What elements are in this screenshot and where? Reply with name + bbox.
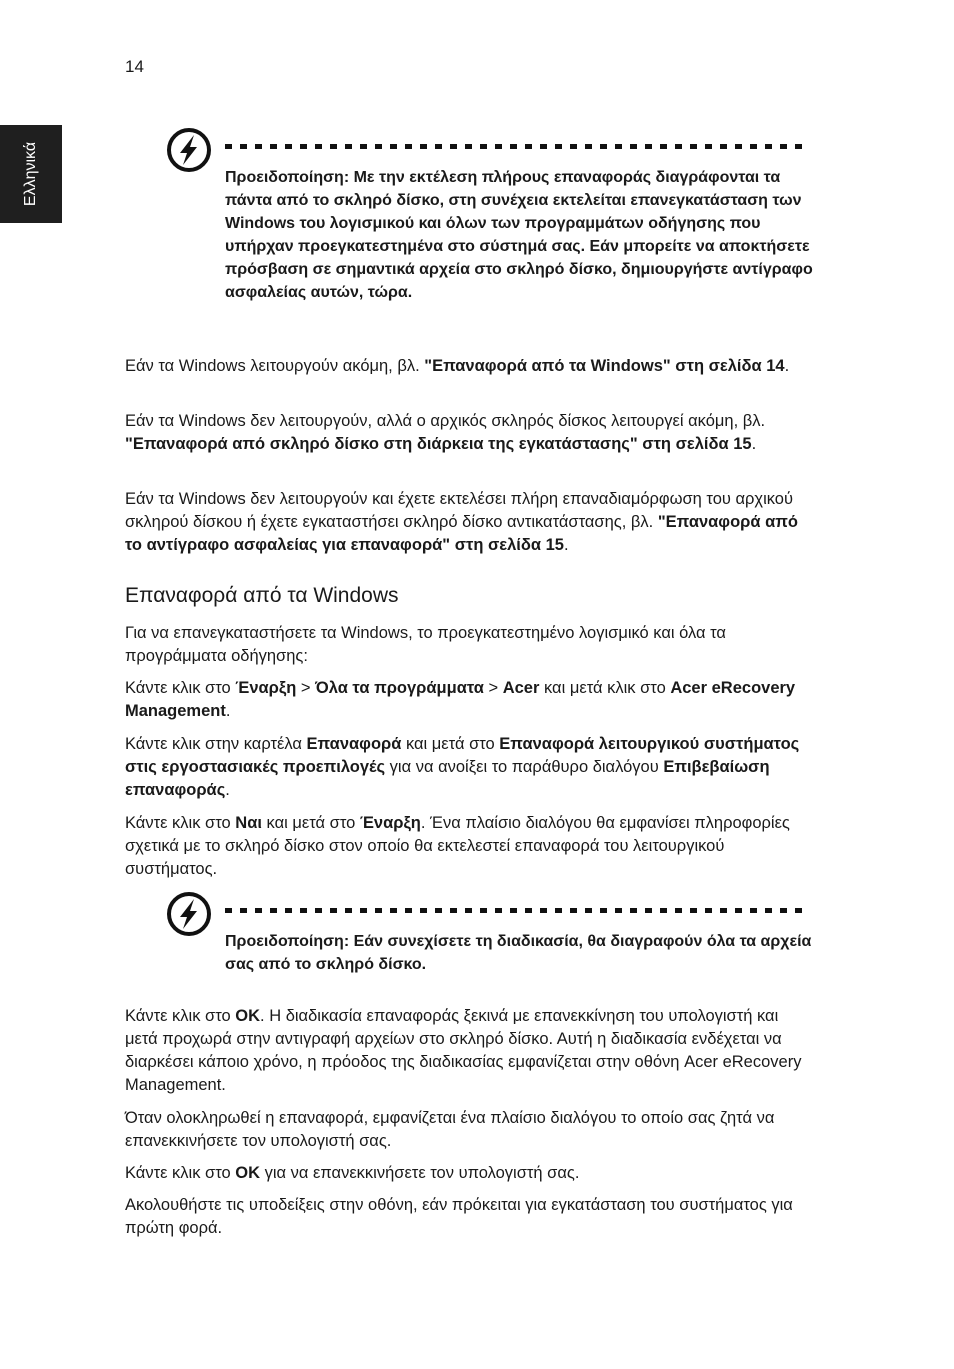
paragraph-8: Κάντε κλικ στο OK. Η διαδικασία επαναφοράς ξεκινά με επανεκκίνηση του υπολογιστή και μετά προχωρά στην αντιγραφή αρχείων στο σκληρό δίσκο. Αυτή η διαδικασία ενδέχεται να διαρκέσει κάποιο χρόνο, η πρόοδος της διαδικασίας εμφανίζεται στην οθόνη Acer eRecovery Management. xyxy=(125,1007,802,1094)
paragraph-4: Για να επανεγκαταστήσετε τα Windows, το προεγκατεστημένο λογισμικό και όλα τα προγράμματα οδήγησης: xyxy=(125,624,726,665)
warning-text-1: Προειδοποίηση: Με την εκτέλεση πλήρους επαναφοράς διαγράφονται τα πάντα από το σκληρό δίσκο, στη συνέχεια εκτελείται επανεγκατάσταση των Windows του λογισμικού και όλων των προγραμμάτων οδήγησης που υπήρχαν προεγκατεστημένα στο σύστημά σας. Εάν μπορείτε να αποκτήσετε πρόσβαση σε σημαντικά αρχεία στο σκληρό δίσκο, δημιουργήστε αντίγραφο ασφαλείας αυτών, τώρα. xyxy=(225,169,813,301)
cross-reference-link[interactable]: "Επαναφορά από το αντίγραφο ασφαλείας για επαναφορά" στη σελίδα 15 xyxy=(125,513,798,554)
warning-box-2 xyxy=(165,890,815,990)
dotted-rule xyxy=(225,908,809,913)
warning-lightning-icon xyxy=(165,126,213,174)
cross-reference-link[interactable]: "Επαναφορά από τα Windows" στη σελίδα 14 xyxy=(424,357,785,375)
dotted-rule xyxy=(225,144,809,149)
paragraph-5: Κάντε κλικ στο Έναρξη > Όλα τα προγράμματα > Acer και μετά κλικ στο Acer eRecovery Management. xyxy=(125,679,796,720)
warning-lightning-icon xyxy=(165,890,213,938)
paragraph-2: Εάν τα Windows δεν λειτουργούν, αλλά ο αρχικός σκληρός δίσκος λειτουργεί ακόμη, βλ. "Επαναφορά από σκληρό δίσκο στη διάρκεια της εγκατάστασης" στη σελίδα 15. xyxy=(125,412,766,453)
paragraph-3: Εάν τα Windows δεν λειτουργούν και έχετε εκτελέσει πλήρη επαναδιαμόρφωση του αρχικού σκληρού δίσκου ή έχετε εγκαταστήσει σκληρό δίσκο αντικατάστασης, βλ. "Επαναφορά από το αντίγραφο ασφαλείας για επαναφορά" στη σελίδα 15. xyxy=(125,490,798,554)
language-tab xyxy=(0,125,62,223)
warning-text-2: Προειδοποίηση: Εάν συνεχίσετε τη διαδικασία, θα διαγραφούν όλα τα αρχεία σας από το σκληρό δίσκο. xyxy=(225,933,812,973)
paragraph-10: Κάντε κλικ στο OK για να επανεκκινήσετε τον υπολογιστή σας. xyxy=(125,1164,580,1182)
paragraph-1: Εάν τα Windows λειτουργούν ακόμη, βλ. "Επαναφορά από τα Windows" στη σελίδα 14. xyxy=(125,357,790,375)
page-number: 14 xyxy=(125,57,144,76)
section-heading: Επαναφορά από τα Windows xyxy=(125,584,399,607)
paragraph-6: Κάντε κλικ στην καρτέλα Επαναφορά και μετά στο Επαναφορά λειτουργικού συστήματος στις εργοστασιακές προεπιλογές για να ανοίξει το παράθυρο διαλόγου Επιβεβαίωση επαναφοράς. xyxy=(125,735,800,799)
paragraph-9: Όταν ολοκληρωθεί η επαναφορά, εμφανίζεται ένα πλαίσιο διαλόγου το οποίο σας ζητά να επανεκκινήσετε τον υπολογιστή σας. xyxy=(125,1109,775,1150)
warning-box-1 xyxy=(165,126,815,336)
paragraph-11: Ακολουθήστε τις υποδείξεις στην οθόνη, εάν πρόκειται για εγκατάσταση του συστήματος για πρώτη φορά. xyxy=(125,1196,793,1237)
paragraph-7: Κάντε κλικ στο Ναι και μετά στο Έναρξη. Ένα πλαίσιο διαλόγου θα εμφανίσει πληροφορίες σχετικά με το σκληρό δίσκο στον οποίο θα εκτελεστεί επαναφορά του λειτουργικού συστήματος. xyxy=(125,814,790,878)
cross-reference-link[interactable]: "Επαναφορά από σκληρό δίσκο στη διάρκεια της εγκατάστασης" στη σελίδα 15 xyxy=(125,435,752,453)
language-tab-label: Ελληνικά xyxy=(22,141,39,207)
